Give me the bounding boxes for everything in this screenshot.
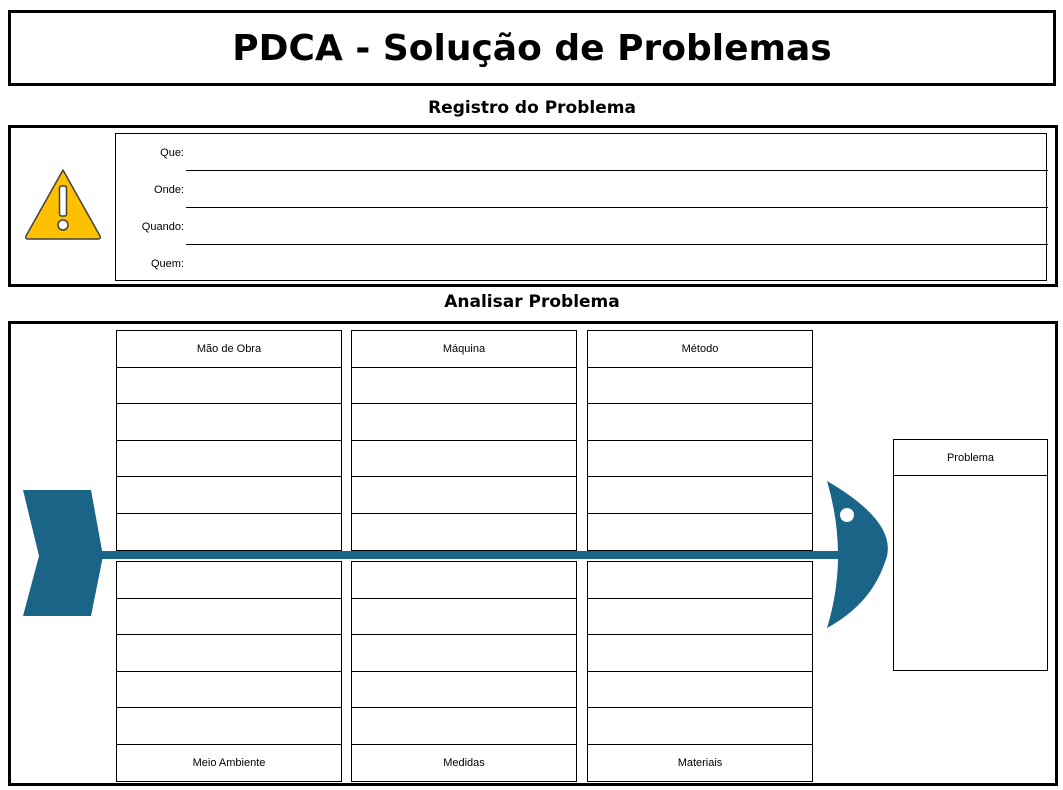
category-column-meio-ambiente	[116, 561, 342, 782]
category-footer: Meio Ambiente	[192, 756, 266, 769]
cause-cell[interactable]	[588, 514, 812, 551]
field-label-quem: Quem:	[150, 258, 184, 270]
cause-cell[interactable]	[352, 562, 576, 599]
cause-cell[interactable]	[117, 562, 341, 599]
category-column-metodo	[587, 330, 813, 551]
cause-cell[interactable]	[117, 441, 341, 478]
cause-cell[interactable]	[117, 672, 341, 709]
category-header: Máquina	[352, 331, 576, 368]
problem-description-area[interactable]	[894, 476, 1047, 670]
field-label-quando: Quando:	[141, 221, 184, 233]
cause-cell[interactable]	[588, 404, 812, 441]
cause-cell[interactable]	[117, 599, 341, 636]
registro-panel	[8, 125, 1058, 287]
cause-cell[interactable]	[588, 368, 812, 405]
cause-cell[interactable]	[352, 708, 576, 745]
warning-triangle-icon	[23, 166, 103, 242]
cause-cell[interactable]	[352, 441, 576, 478]
category-column-maquina	[351, 330, 577, 551]
cause-cell[interactable]	[352, 404, 576, 441]
fish-spine	[101, 551, 841, 559]
cause-cell[interactable]	[117, 708, 341, 745]
field-row-quando[interactable]	[116, 208, 1048, 245]
cause-cell[interactable]	[352, 672, 576, 709]
cause-cell[interactable]	[352, 635, 576, 672]
cause-cell[interactable]	[117, 368, 341, 405]
page-title: PDCA - Solução de Problemas	[232, 27, 832, 69]
category-footer: Materiais	[677, 756, 723, 769]
cause-cell[interactable]	[117, 404, 341, 441]
category-header: Método	[588, 331, 812, 368]
analisar-panel	[8, 321, 1058, 786]
field-row-quem[interactable]	[116, 245, 1048, 282]
cause-cell[interactable]	[588, 441, 812, 478]
problem-header: Problema	[894, 440, 1047, 476]
cause-cell[interactable]	[117, 514, 341, 551]
fish-eye	[840, 508, 854, 522]
section-heading-analisar: Analisar Problema	[444, 292, 620, 312]
category-header: Mão de Obra	[117, 331, 341, 368]
category-footer: Medidas	[443, 756, 485, 769]
field-label-que: Que:	[160, 147, 184, 159]
problem-box	[893, 439, 1048, 671]
cause-cell[interactable]	[588, 562, 812, 599]
category-column-mao-de-obra	[116, 330, 342, 551]
fish-tail-icon	[23, 490, 103, 616]
cause-cell[interactable]	[117, 477, 341, 514]
cause-cell[interactable]	[352, 477, 576, 514]
cause-cell[interactable]	[588, 599, 812, 636]
cause-cell[interactable]	[352, 514, 576, 551]
cause-cell[interactable]	[588, 672, 812, 709]
field-label-onde: Onde:	[154, 184, 184, 196]
category-column-materiais	[587, 561, 813, 782]
cause-cell[interactable]	[117, 635, 341, 672]
section-heading-registro: Registro do Problema	[428, 98, 636, 118]
cause-cell[interactable]	[588, 708, 812, 745]
title-box	[8, 10, 1056, 86]
registro-form	[115, 133, 1047, 281]
field-row-que[interactable]	[116, 134, 1048, 171]
category-column-medidas	[351, 561, 577, 782]
cause-cell[interactable]	[352, 599, 576, 636]
field-row-onde[interactable]	[116, 171, 1048, 208]
cause-cell[interactable]	[588, 635, 812, 672]
cause-cell[interactable]	[588, 477, 812, 514]
cause-cell[interactable]	[352, 368, 576, 405]
